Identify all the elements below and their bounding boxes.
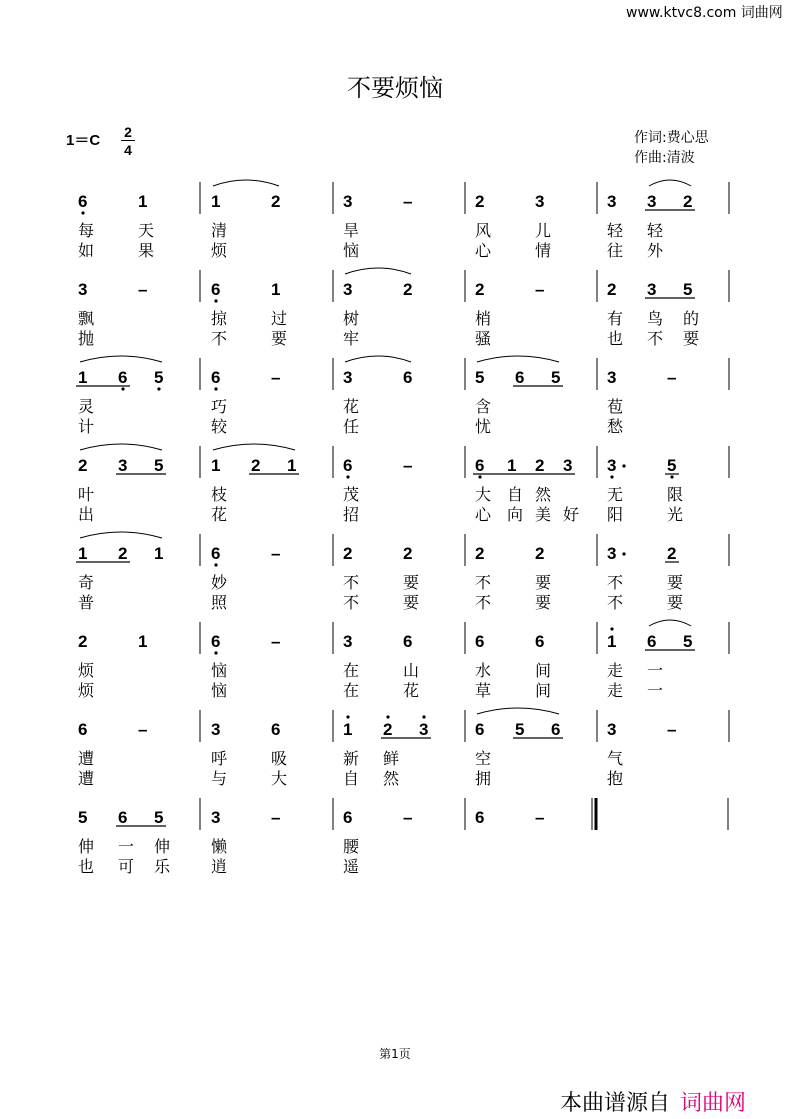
note-digit: 3 bbox=[78, 280, 88, 299]
lyric-char: 不 bbox=[607, 575, 624, 592]
note-digit: 3 bbox=[118, 456, 128, 475]
note-digit: 6 bbox=[515, 368, 525, 387]
lyric-char: 烦 bbox=[78, 683, 95, 700]
note-digit: 2 bbox=[383, 720, 393, 739]
slur bbox=[477, 708, 559, 714]
note-digit: 5 bbox=[551, 368, 561, 387]
lyric-char: 牢 bbox=[343, 331, 360, 348]
lyric-char: 掠 bbox=[211, 311, 228, 328]
lyric-char: 鸟 bbox=[647, 311, 664, 328]
song-title: 不要烦恼 bbox=[347, 74, 443, 102]
note-digit: 1 bbox=[138, 632, 148, 651]
lyric-char: 风 bbox=[475, 223, 492, 240]
note-digit: 2 bbox=[535, 456, 545, 475]
dash-note: – bbox=[271, 632, 281, 651]
note-digit: 2 bbox=[683, 192, 693, 211]
note-digit: 5 bbox=[78, 808, 88, 827]
slur bbox=[477, 356, 559, 362]
note-digit: 1 bbox=[211, 192, 221, 211]
lyric-char: 有 bbox=[607, 311, 624, 328]
note-digit: 6 bbox=[271, 720, 281, 739]
page-number: 第1页 bbox=[379, 1047, 411, 1061]
lyric-char: 拥 bbox=[475, 771, 492, 788]
note-digit: 2 bbox=[607, 280, 617, 299]
lyric-char: 烦 bbox=[78, 663, 95, 680]
lyric-char: 限 bbox=[667, 487, 684, 504]
low-octave-dot bbox=[214, 651, 217, 654]
lyric-char: 含 bbox=[475, 399, 492, 416]
lyric-char: 每 bbox=[78, 223, 95, 240]
low-octave-dot bbox=[121, 387, 124, 390]
slur bbox=[649, 180, 691, 186]
note-digit: 6 bbox=[475, 808, 485, 827]
low-octave-dot bbox=[81, 211, 84, 214]
note-digit: 5 bbox=[683, 632, 693, 651]
lyric-char: 恼 bbox=[211, 683, 228, 700]
low-octave-dot bbox=[478, 475, 481, 478]
lyric-char: 较 bbox=[211, 419, 228, 436]
lyric-char: 逍 bbox=[211, 859, 228, 876]
note-digit: 5 bbox=[154, 368, 164, 387]
augmentation-dot bbox=[622, 464, 625, 467]
lyric-char: 花 bbox=[403, 683, 420, 700]
lyric-char: 往 bbox=[607, 243, 624, 260]
note-digit: 6 bbox=[211, 632, 221, 651]
lyric-char: 一 bbox=[647, 683, 664, 700]
lyric-char: 清 bbox=[211, 223, 228, 240]
dash-note: – bbox=[667, 720, 677, 739]
composer-credit: 作曲:清波 bbox=[634, 150, 695, 166]
note-digit: 1 bbox=[607, 632, 617, 651]
lyric-char: 要 bbox=[535, 575, 552, 592]
dash-note: – bbox=[535, 808, 545, 827]
note-digit: 3 bbox=[647, 192, 657, 211]
lyric-char: 与 bbox=[211, 771, 228, 788]
lyric-char: 忧 bbox=[475, 419, 492, 436]
note-digit: 5 bbox=[475, 368, 485, 387]
lyric-char: 吸 bbox=[271, 751, 288, 768]
lyric-char: 可 bbox=[118, 859, 135, 876]
lyric-char: 不 bbox=[475, 575, 492, 592]
source-brand: 词曲网 bbox=[680, 1091, 747, 1116]
lyric-char: 花 bbox=[343, 399, 360, 416]
note-digit: 2 bbox=[118, 544, 128, 563]
lyric-char: 向 bbox=[507, 507, 524, 524]
high-octave-dot bbox=[610, 627, 613, 630]
lyric-char: 要 bbox=[271, 331, 288, 348]
note-digit: 3 bbox=[607, 456, 617, 475]
slur bbox=[213, 444, 295, 450]
lyricist-credit: 作词:费心思 bbox=[634, 130, 709, 146]
note-digit: 1 bbox=[138, 192, 148, 211]
lyric-char: 要 bbox=[667, 575, 684, 592]
note-digit: 2 bbox=[475, 280, 485, 299]
note-digit: 2 bbox=[271, 192, 281, 211]
slur bbox=[80, 356, 162, 362]
note-digit: 3 bbox=[607, 720, 617, 739]
note-digit: 5 bbox=[154, 456, 164, 475]
dash-note: – bbox=[667, 368, 677, 387]
note-digit: 2 bbox=[251, 456, 261, 475]
lyric-char: 抛 bbox=[78, 331, 95, 348]
note-digit: 6 bbox=[551, 720, 561, 739]
lyric-char: 烦 bbox=[211, 243, 228, 260]
note-digit: 2 bbox=[475, 192, 485, 211]
low-octave-dot bbox=[214, 299, 217, 302]
note-digit: 1 bbox=[271, 280, 281, 299]
lyric-char: 要 bbox=[403, 575, 420, 592]
lyric-char: 飘 bbox=[78, 311, 95, 328]
lyric-char: 伸 bbox=[78, 839, 95, 856]
lyric-char: 山 bbox=[403, 663, 420, 680]
lyric-char: 妙 bbox=[211, 575, 228, 592]
time-signature-bottom: 4 bbox=[124, 142, 132, 158]
dash-note: – bbox=[138, 280, 148, 299]
lyric-char: 腰 bbox=[343, 839, 360, 856]
lyric-char: 一 bbox=[118, 839, 135, 856]
lyric-char: 恼 bbox=[211, 663, 228, 680]
note-digit: 1 bbox=[211, 456, 221, 475]
note-digit: 6 bbox=[475, 632, 485, 651]
lyric-char: 叶 bbox=[78, 487, 95, 504]
lyric-char: 自 bbox=[343, 771, 360, 788]
lyric-char: 天 bbox=[138, 223, 155, 240]
note-digit: 6 bbox=[211, 544, 221, 563]
lyric-char: 大 bbox=[271, 771, 288, 788]
lyric-char: 不 bbox=[343, 575, 360, 592]
lyric-char: 要 bbox=[667, 595, 684, 612]
lyric-char: 懒 bbox=[211, 839, 228, 856]
lyric-char: 花 bbox=[211, 507, 228, 524]
lyric-char: 遥 bbox=[343, 859, 360, 876]
low-octave-dot bbox=[214, 563, 217, 566]
time-signature-top: 2 bbox=[124, 124, 132, 140]
note-digit: 6 bbox=[343, 808, 353, 827]
lyric-char: 的 bbox=[683, 311, 700, 328]
note-digit: 6 bbox=[78, 720, 88, 739]
note-digit: 3 bbox=[607, 544, 617, 563]
note-digit: 1 bbox=[507, 456, 517, 475]
lyric-char: 无 bbox=[607, 487, 624, 504]
lyric-char: 空 bbox=[475, 751, 492, 768]
lyric-char: 要 bbox=[683, 331, 700, 348]
lyric-char: 不 bbox=[475, 595, 492, 612]
lyric-char: 不 bbox=[647, 331, 664, 348]
note-digit: 2 bbox=[78, 456, 88, 475]
lyric-char: 要 bbox=[403, 595, 420, 612]
lyric-char: 心 bbox=[475, 507, 492, 524]
lyric-char: 鲜 bbox=[383, 751, 400, 768]
dash-note: – bbox=[403, 808, 413, 827]
note-digit: 1 bbox=[154, 544, 164, 563]
low-octave-dot bbox=[670, 475, 673, 478]
note-digit: 1 bbox=[78, 368, 88, 387]
lyric-char: 抱 bbox=[607, 771, 624, 788]
lyric-char: 不 bbox=[343, 595, 360, 612]
lyric-char: 苞 bbox=[607, 399, 624, 416]
high-octave-dot bbox=[346, 715, 349, 718]
lyric-char: 水 bbox=[475, 663, 492, 680]
slur bbox=[345, 268, 411, 274]
lyric-char: 轻 bbox=[607, 223, 624, 240]
lyric-char: 照 bbox=[211, 595, 228, 612]
lyric-char: 草 bbox=[475, 683, 492, 700]
source-prefix: 本曲谱源自 bbox=[560, 1091, 671, 1116]
lyric-char: 间 bbox=[535, 663, 552, 680]
lyric-char: 计 bbox=[78, 419, 95, 436]
dash-note: – bbox=[535, 280, 545, 299]
note-digit: 1 bbox=[287, 456, 297, 475]
lyric-char: 果 bbox=[138, 243, 155, 260]
note-digit: 3 bbox=[607, 192, 617, 211]
slur bbox=[345, 356, 411, 362]
lyric-char: 出 bbox=[78, 507, 95, 524]
lyric-char: 任 bbox=[343, 419, 360, 436]
lyric-char: 也 bbox=[78, 859, 95, 876]
lyric-char: 乐 bbox=[154, 859, 171, 876]
note-digit: 3 bbox=[535, 192, 545, 211]
note-digit: 6 bbox=[118, 808, 128, 827]
lyric-char: 恼 bbox=[343, 243, 360, 260]
note-digit: 6 bbox=[403, 632, 413, 651]
lyric-char: 气 bbox=[607, 751, 624, 768]
lyric-char: 梢 bbox=[475, 311, 492, 328]
note-digit: 6 bbox=[535, 632, 545, 651]
note-digit: 6 bbox=[403, 368, 413, 387]
lyric-char: 然 bbox=[383, 771, 400, 788]
note-digit: 2 bbox=[667, 544, 677, 563]
lyric-char: 自 bbox=[507, 487, 524, 504]
note-digit: 3 bbox=[211, 720, 221, 739]
note-digit: 1 bbox=[343, 720, 353, 739]
lyric-char: 在 bbox=[343, 663, 360, 680]
lyric-char: 灵 bbox=[78, 399, 95, 416]
note-digit: 2 bbox=[403, 544, 413, 563]
lyric-char: 伸 bbox=[154, 839, 171, 856]
dash-note: – bbox=[403, 456, 413, 475]
note-digit: 5 bbox=[515, 720, 525, 739]
lyric-char: 在 bbox=[343, 683, 360, 700]
lyric-char: 也 bbox=[607, 331, 624, 348]
note-digit: 6 bbox=[211, 280, 221, 299]
lyric-char: 茂 bbox=[343, 487, 360, 504]
high-octave-dot bbox=[422, 715, 425, 718]
site-watermark: www.ktvc8.com 词曲网 bbox=[626, 5, 783, 21]
lyric-char: 好 bbox=[563, 507, 580, 524]
note-digit: 3 bbox=[343, 632, 353, 651]
lyric-char: 枝 bbox=[211, 487, 228, 504]
lyric-char: 外 bbox=[647, 243, 664, 260]
note-digit: 6 bbox=[78, 192, 88, 211]
lyric-char: 新 bbox=[343, 751, 360, 768]
note-digit: 1 bbox=[78, 544, 88, 563]
lyric-char: 遭 bbox=[78, 751, 95, 768]
lyric-char: 要 bbox=[535, 595, 552, 612]
lyric-char: 轻 bbox=[647, 223, 664, 240]
lyric-char: 儿 bbox=[535, 223, 552, 240]
note-digit: 2 bbox=[403, 280, 413, 299]
lyric-char: 一 bbox=[647, 663, 664, 680]
lyric-char: 情 bbox=[535, 243, 552, 260]
augmentation-dot bbox=[622, 552, 625, 555]
lyric-char: 间 bbox=[535, 683, 552, 700]
lyric-char: 然 bbox=[535, 487, 552, 504]
dash-note: – bbox=[271, 808, 281, 827]
lyric-char: 阳 bbox=[607, 507, 624, 524]
low-octave-dot bbox=[157, 387, 160, 390]
note-digit: 2 bbox=[475, 544, 485, 563]
lyric-char: 心 bbox=[475, 243, 492, 260]
lyric-char: 招 bbox=[343, 507, 360, 524]
note-digit: 3 bbox=[647, 280, 657, 299]
key-signature: 1＝C bbox=[66, 132, 101, 149]
dash-note: – bbox=[271, 544, 281, 563]
lyric-char: 如 bbox=[78, 243, 95, 260]
lyric-char: 遭 bbox=[78, 771, 95, 788]
note-digit: 6 bbox=[211, 368, 221, 387]
slur bbox=[80, 532, 162, 538]
note-digit: 2 bbox=[78, 632, 88, 651]
lyric-char: 骚 bbox=[475, 331, 492, 348]
slur bbox=[213, 180, 279, 186]
note-digit: 3 bbox=[419, 720, 429, 739]
note-digit: 2 bbox=[343, 544, 353, 563]
lyric-char: 不 bbox=[211, 331, 228, 348]
lyric-char: 树 bbox=[343, 311, 360, 328]
note-digit: 6 bbox=[647, 632, 657, 651]
note-digit: 6 bbox=[475, 720, 485, 739]
note-digit: 5 bbox=[154, 808, 164, 827]
low-octave-dot bbox=[214, 387, 217, 390]
note-digit: 6 bbox=[343, 456, 353, 475]
note-digit: 2 bbox=[535, 544, 545, 563]
low-octave-dot bbox=[346, 475, 349, 478]
dash-note: – bbox=[271, 368, 281, 387]
note-digit: 3 bbox=[343, 192, 353, 211]
lyric-char: 光 bbox=[667, 507, 684, 524]
lyric-char: 美 bbox=[535, 507, 552, 524]
lyric-char: 大 bbox=[475, 487, 492, 504]
lyric-char: 呼 bbox=[211, 751, 228, 768]
note-digit: 6 bbox=[118, 368, 128, 387]
lyric-char: 巧 bbox=[211, 399, 228, 416]
dash-note: – bbox=[138, 720, 148, 739]
note-digit: 5 bbox=[683, 280, 693, 299]
slur bbox=[80, 444, 162, 450]
note-digit: 3 bbox=[343, 280, 353, 299]
note-digit: 5 bbox=[667, 456, 677, 475]
note-digit: 6 bbox=[475, 456, 485, 475]
note-digit: 3 bbox=[211, 808, 221, 827]
dash-note: – bbox=[403, 192, 413, 211]
note-digit: 3 bbox=[607, 368, 617, 387]
lyric-char: 走 bbox=[607, 683, 624, 700]
lyric-char: 普 bbox=[78, 595, 95, 612]
note-digit: 3 bbox=[563, 456, 573, 475]
high-octave-dot bbox=[386, 715, 389, 718]
lyric-char: 旱 bbox=[343, 223, 360, 240]
lyric-char: 走 bbox=[607, 663, 624, 680]
note-digit: 3 bbox=[343, 368, 353, 387]
lyric-char: 过 bbox=[271, 311, 288, 328]
lyric-char: 愁 bbox=[607, 419, 624, 436]
slur bbox=[649, 620, 691, 626]
source-credit bbox=[560, 1086, 746, 1117]
low-octave-dot bbox=[610, 475, 613, 478]
lyric-char: 不 bbox=[607, 595, 624, 612]
lyric-char: 奇 bbox=[78, 575, 95, 592]
